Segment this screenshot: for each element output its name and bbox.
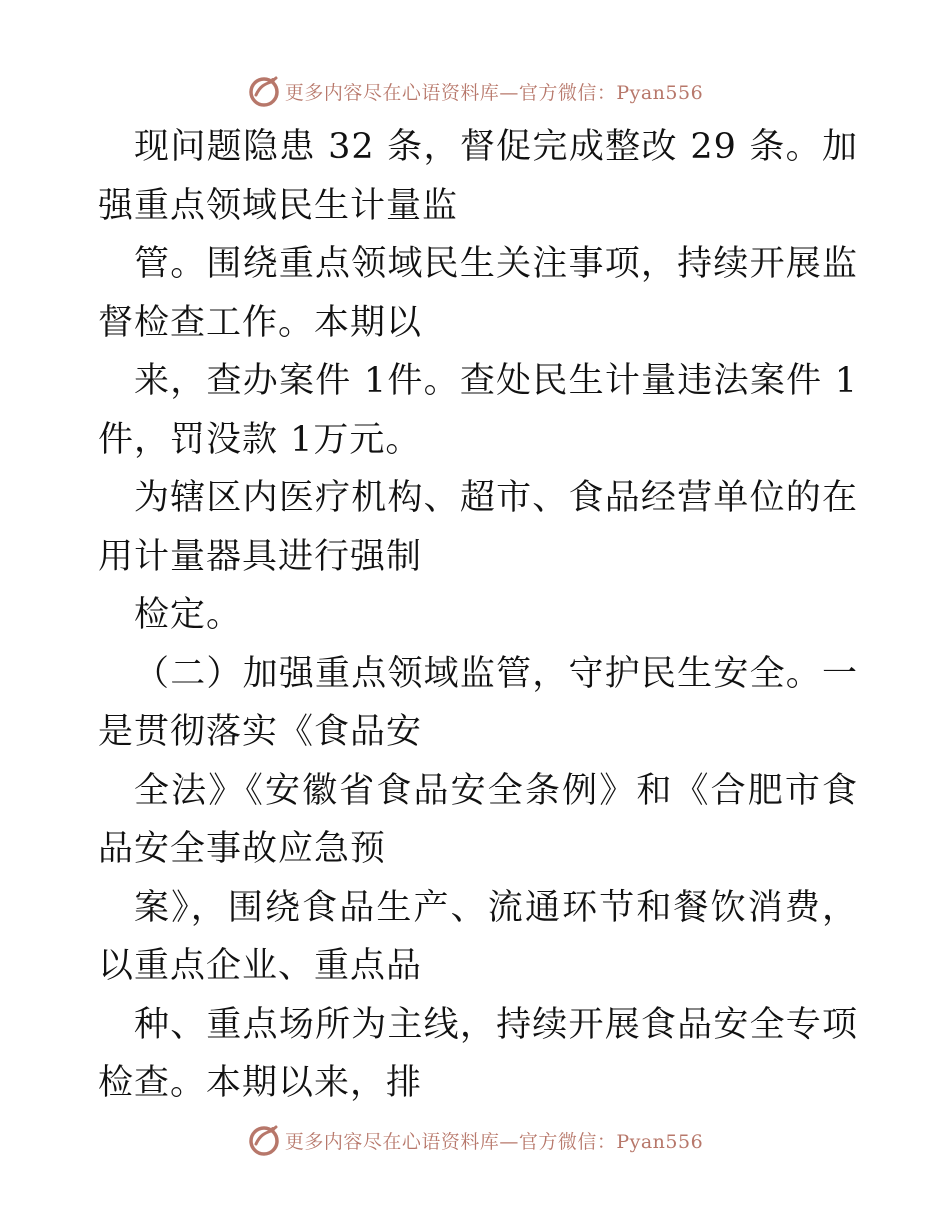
watermark-text: 更多内容尽在心语资料库—官方微信：Pyan556 bbox=[284, 81, 704, 104]
signature-logo-icon bbox=[247, 74, 281, 108]
paragraph: 检定。 bbox=[134, 595, 243, 635]
paragraph: 来，查办案件 1件。查处民生计量违法案件 1件，罚没款 1万元。 bbox=[98, 361, 858, 460]
paragraph: 管。围绕重点领域民生关注事项，持续开展监督检查工作。本期以 bbox=[98, 244, 858, 343]
paragraph: 全法》《安徽省食品安全条例》和《合肥市食品安全事故应急预 bbox=[98, 770, 858, 869]
footer-watermark bbox=[0, 1120, 950, 1160]
watermark-text: 更多内容尽在心语资料库—官方微信：Pyan556 bbox=[284, 1130, 704, 1153]
paragraph: （二）加强重点领域监管，守护民生安全。一是贯彻落实《食品安 bbox=[98, 653, 858, 752]
header-watermark bbox=[0, 71, 950, 111]
paragraph: 种、重点场所为主线，持续开展食品安全专项检查。本期以来，排 bbox=[98, 1004, 858, 1103]
paragraph: 为辖区内医疗机构、超市、食品经营单位的在用计量器具进行强制 bbox=[98, 478, 858, 577]
document-body bbox=[98, 118, 858, 1113]
paragraph: 现问题隐患 32 条，督促完成整改 29 条。加强重点领域民生计量监 bbox=[98, 127, 858, 226]
paragraph: 案》，围绕食品生产、流通环节和餐饮消费，以重点企业、重点品 bbox=[98, 887, 858, 986]
signature-logo-icon bbox=[247, 1123, 281, 1157]
